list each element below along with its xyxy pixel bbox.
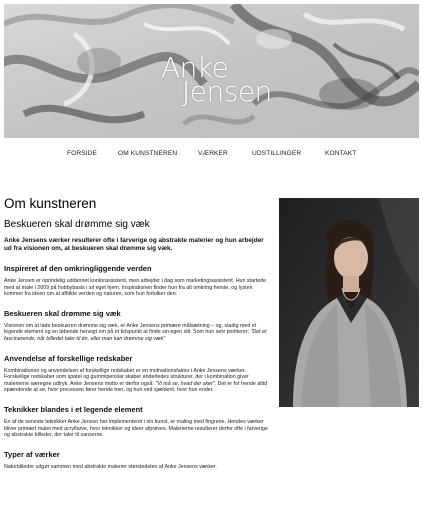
hero-banner	[4, 4, 419, 138]
portrait-image	[279, 198, 419, 407]
section-quote: "Vi må se, hvad der sker"	[155, 380, 215, 387]
lead-paragraph: Anke Jensens værker resulterer ofte i farverige og abstrakte malerier og hun arbejder ud fra visionen om, at beskueren skal drømme sig væk.	[4, 237, 264, 252]
artist-last-name: Jensen	[182, 75, 272, 109]
nav-link-kontakt[interactable]: KONTAKT	[325, 150, 357, 157]
main-navigation	[0, 150, 423, 162]
section-quote: "Det er fascinerende, når billedet taler til én, eller man kan drømme sig væk"	[4, 329, 267, 342]
section-body: Kombinationen og anvendelsen af forskellige redskaber er en motivationsfaktor i Anke Jensens værker. Forskellige redskaber som spatel og gummipenslar skaber anderledes strukturer, der i kombination giver malerierne særegne udtryk. Anke Jensens motto er derfor også:	[4, 367, 249, 387]
section-text	[4, 419, 272, 439]
section-heading: Teknikker blandes i et legende element	[4, 404, 143, 414]
section-text	[4, 368, 272, 394]
section-body: Anke Jensen er oprindelig uddannet kontorassistent, men arbejder i dag som marketingsassistent. Hun startede med at male i 2009 på hobbybasis i sit eget hjem. Inspirationen finder hun fra alt omkring hende, og lysten kommer fra ideen om at afbilde verden og naturen, som hun fortolker den.	[4, 278, 267, 298]
page-title: Om kunstneren	[4, 196, 97, 211]
main-content	[4, 196, 272, 470]
section-body: Naturbilleder udgør sammen med abstrakte malerier størstedelen af Anke Jensens værker.	[4, 463, 217, 470]
nav-link-udstillinger[interactable]: UDSTILLINGER	[252, 150, 302, 157]
section-body: Visionen om at lade beskueren drømme sig væk, er Anke Jensens primære målsætning – og, stadig med et legende element og en løbende hensigt om på et tidspunkt at finde sin egen stil. Som hun selv pointerer:	[4, 322, 257, 336]
nav-link-forside[interactable]: FORSIDE	[67, 150, 98, 157]
section-body-continued: . Det er for hende altid spændende at se, hvor processen fører hende hen, og hun ved sjældent, hvor hun ender.	[4, 380, 268, 394]
section-text	[4, 323, 272, 343]
nav-link-om-kunstneren[interactable]: OM KUNSTNEREN	[118, 150, 178, 157]
section-text	[4, 278, 272, 298]
nav-link-vaerker[interactable]: VÆRKER	[198, 150, 228, 157]
section-heading: Beskueren skal drømme sig væk	[4, 308, 121, 318]
section-text	[4, 464, 272, 471]
section-heading: Inspireret af den omkringliggende verden	[4, 264, 152, 273]
artist-portrait-photo	[279, 198, 419, 407]
section-body: En af de seneste teknikker Anke Jensen har implementeret i sin kunst, er maling med fingrene. Hendes værker bliver primært malet med acrylfarve, hvor teknikker og ideer afprøves. Malerierne resulterer derfor ofte i farverige og abstrakte billeder, der taler til sanserne.	[4, 418, 268, 439]
page-subtitle: Beskueren skal drømme sig væk	[4, 219, 150, 230]
artist-name-logo	[161, 51, 272, 109]
artist-first-name: Anke	[161, 51, 229, 84]
section-heading: Typer af værker	[4, 449, 60, 459]
section-heading: Anvendelse af forskellige redskaber	[4, 353, 133, 363]
